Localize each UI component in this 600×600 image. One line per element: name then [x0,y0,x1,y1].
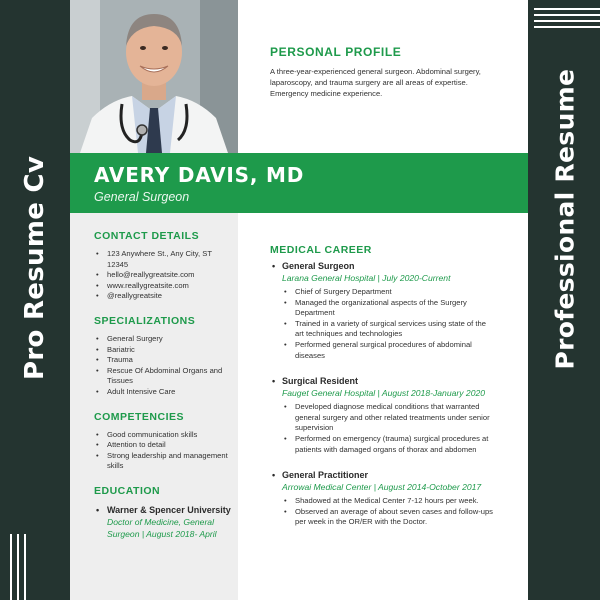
competencies-section [94,411,234,472]
right-side-caption: Professional Resume [550,68,580,370]
job-title: • Surgical Resident [270,375,495,387]
contact-section [94,230,234,302]
competency-item: • Attention to detail [94,440,234,451]
job-entry [282,260,495,361]
contact-email: • hello@reallygreatsite.com [94,270,234,281]
job-title: • General Surgeon [270,260,495,272]
job-meta: Larana General Hospital | July 2020-Current [282,273,451,283]
right-column [270,244,495,528]
specialization-item: • Rescue Of Abdominal Organs and Tissues [94,366,234,387]
job-entry [282,469,495,528]
competencies-heading: COMPETENCIES [94,410,185,423]
job-title: • General Practitioner [270,469,495,481]
job-bullet: • Performed on emergency (trauma) surgical procedures at patients with damaged organs of thorax and abdomen [282,434,495,455]
personal-profile-heading: PERSONAL PROFILE [270,45,402,59]
education-detail: Doctor of Medicine, General Surgeon | August 2018- April [107,516,217,539]
specialization-item: • Trauma [94,355,234,366]
job-bullet: • Performed general surgical procedures of abdominal diseases [282,340,495,361]
job-bullet: • Shadowed at the Medical Center 7-12 hours per week. [282,496,495,507]
specializations-section [94,315,234,398]
competency-item: • Good communication skills [94,430,234,441]
decorative-lines-top-right [534,8,600,28]
job-bullet: • Observed an average of about seven cases and follow-ups per week in the OR/ER with the Doctor. [282,507,495,528]
contact-address: • 123 Anywhere St., Any City, ST 12345 [94,249,234,270]
contact-website: • www.reallygreatsite.com [94,281,234,292]
job-meta: Fauget General Hospital | August 2018-January 2020 [282,388,486,399]
contact-heading: CONTACT DETAILS [94,230,200,242]
education-heading: EDUCATION [94,484,161,497]
candidate-title: General Surgeon [94,190,190,204]
education-section [94,485,234,540]
job-bullet: • Trained in a variety of surgical services using state of the art techniques and technologies [282,319,495,340]
decorative-lines-bottom-left [10,534,26,600]
profile-photo [70,0,238,153]
job-entry [282,375,495,455]
job-bullet: • Chief of Surgery Department [282,287,495,298]
medical-career-heading: MEDICAL CAREER [270,244,372,256]
job-meta: Arrowai Medical Center | August 2014-October 2017 [282,482,482,493]
education-school-name: Warner & Spencer University [107,504,231,515]
specializations-heading: SPECIALIZATIONS [94,314,196,327]
specialization-item: • General Surgery [94,334,234,345]
education-school: • Warner & Spencer University [96,504,231,515]
specialization-item: • Bariatric [94,345,234,356]
personal-profile-text: A three-year-experienced general surgeon. Abdominal surgery, laparoscopy, and trauma surgery are all areas of expertise. Emergency medicine experience. [270,67,481,98]
left-side-caption: Pro Resume Cv [20,155,50,380]
job-bullet: • Developed diagnose medical conditions that warranted general surgery and other related treatments under senior supervision [282,402,495,434]
resume-page [70,0,528,600]
specialization-item: • Adult Intensive Care [94,387,234,398]
candidate-name: AVERY DAVIS, MD [94,163,305,187]
left-column [94,230,234,553]
contact-social: • @reallygreatsite [94,291,234,302]
name-banner [70,153,528,213]
competency-item: • Strong leadership and management skills [94,451,234,472]
job-bullet: • Managed the organizational aspects of the Surgery Department [282,298,495,319]
